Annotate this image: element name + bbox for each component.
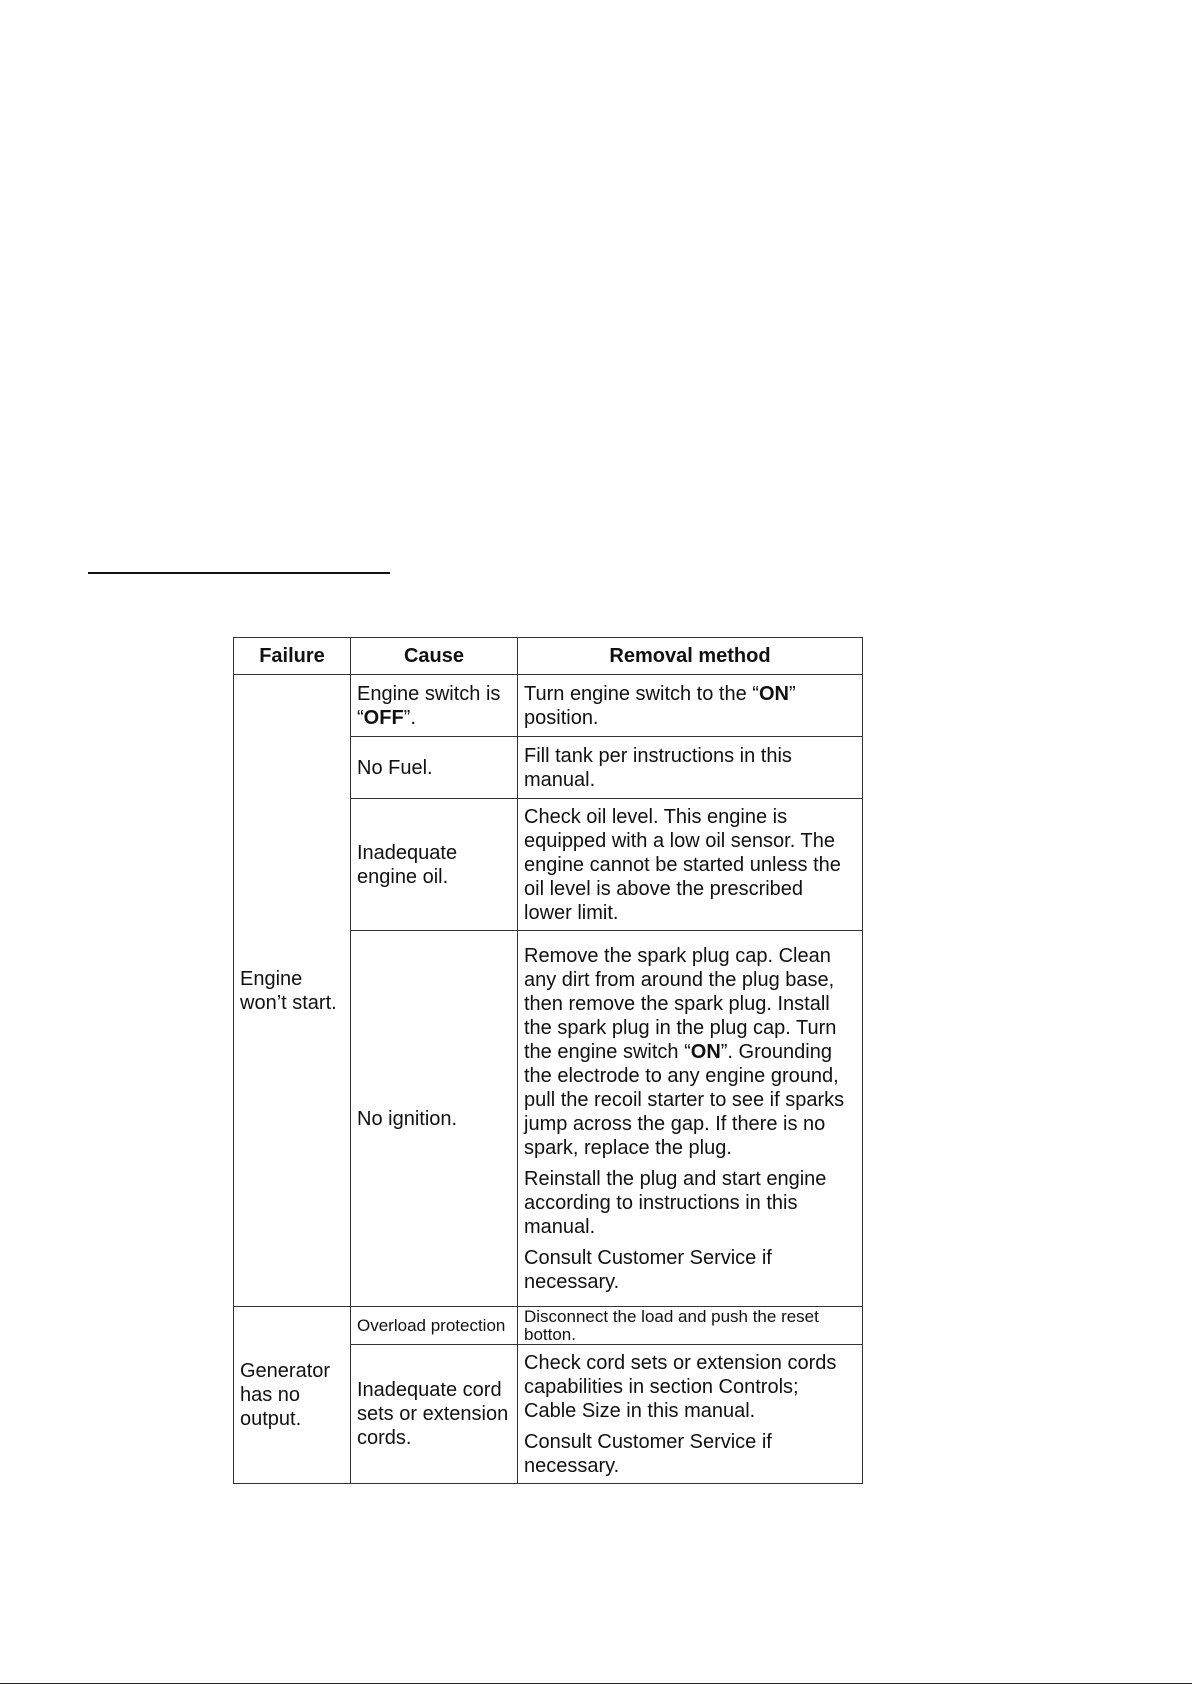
- method-bold-text: ON: [758, 682, 789, 705]
- header-removal-method: Removal method: [518, 638, 863, 675]
- method-text: Turn engine switch to the “: [524, 682, 759, 705]
- section-heading-underline: [88, 572, 390, 574]
- cause-inadequate-oil: Inadequate engine oil.: [351, 799, 518, 931]
- method-paragraph: Reinstall the plug and start engine according to instructions in this manual.: [524, 1167, 827, 1238]
- troubleshooting-table: [233, 637, 863, 1484]
- method-text: Remove the spark plug cap. Clean any dirt from around the plug base, then remove the spark plug. Install the spark plug in the plug cap. Turn the engine switch “: [524, 944, 837, 1063]
- cause-text: ”.: [403, 706, 416, 729]
- table-row: [234, 675, 863, 737]
- cause-inadequate-cords: Inadequate cord sets or extension cords.: [351, 1345, 518, 1484]
- method-paragraph: Consult Customer Service if necessary.: [524, 1430, 772, 1477]
- method-turn-switch-on: [518, 675, 863, 737]
- method-bold-text: ON: [690, 1040, 721, 1063]
- cause-no-fuel: No Fuel.: [351, 737, 518, 799]
- method-disconnect-load: Disconnect the load and push the reset botton.: [518, 1307, 863, 1345]
- method-check-cords: [518, 1345, 863, 1484]
- method-paragraph: Consult Customer Service if necessary.: [524, 1246, 772, 1293]
- method-spark-plug: [518, 931, 863, 1307]
- page-bottom-rule: [0, 1683, 1192, 1684]
- cause-overload-protection: Overload protection: [351, 1307, 518, 1345]
- table-row: [234, 1307, 863, 1345]
- header-cause: Cause: [351, 638, 518, 675]
- header-failure: Failure: [234, 638, 351, 675]
- table-header-row: [234, 638, 863, 675]
- cause-text: Engine switch is “: [357, 682, 501, 729]
- method-text: ” position.: [524, 682, 796, 729]
- method-paragraph: Check cord sets or extension cords capabilities in section Controls; Cable Size in this manual.: [524, 1351, 837, 1422]
- cause-bold-text: OFF: [363, 706, 404, 729]
- cause-no-ignition: No ignition.: [351, 931, 518, 1307]
- failure-generator-no-output: Generator has no output.: [234, 1307, 351, 1484]
- cause-engine-switch-off: [351, 675, 518, 737]
- method-check-oil: Check oil level. This engine is equipped with a low oil sensor. The engine cannot be started unless the oil level is above the prescribed lower limit.: [518, 799, 863, 931]
- failure-engine-wont-start: Engine won’t start.: [234, 675, 351, 1307]
- method-paragraph: [524, 944, 856, 1160]
- method-text: ”. Grounding the electrode to any engine ground, pull the recoil starter to see if sparks jump across the gap. If there is no spark, replace the plug.: [524, 1040, 845, 1159]
- method-fill-tank: Fill tank per instructions in this manual.: [518, 737, 863, 799]
